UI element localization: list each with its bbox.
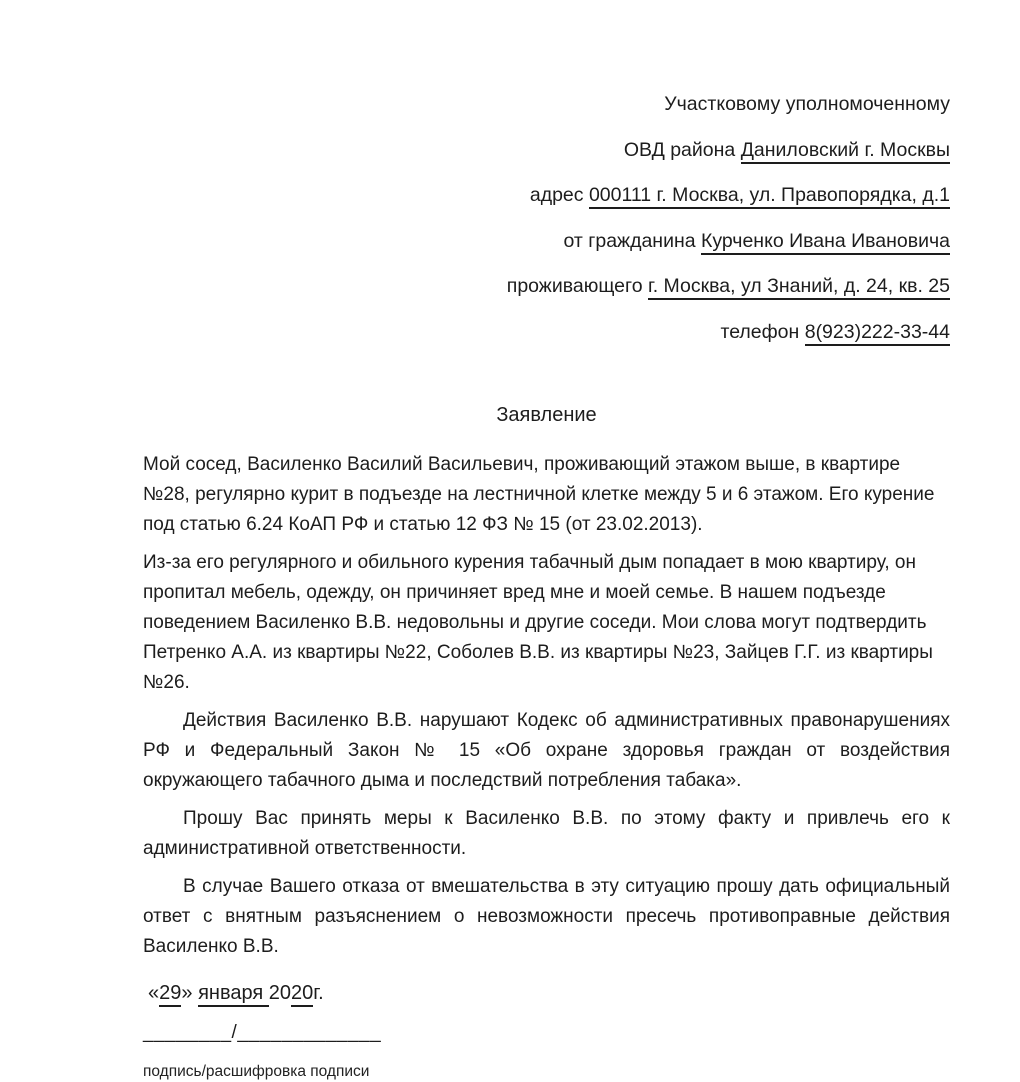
body-paragraph-4: Прошу Вас принять меры к Василенко В.В. по этому факту и привлечь его к административной ответственности. bbox=[143, 808, 950, 859]
recipient-line-department bbox=[143, 128, 950, 174]
document-body bbox=[143, 450, 950, 962]
body-paragraph-1: Мой сосед, Василенко Василий Васильевич, проживающий этажом выше, в квартире №28, регулярно курит в подъезде на лестничной клетке между 5 и 6 этажом. Его курение под статью 6.24 КоАП РФ и статью 12 ФЗ № 15 (от 23.02.2013). bbox=[143, 454, 935, 535]
date-open-quote: « bbox=[148, 982, 160, 1004]
recipient-line-applicant bbox=[143, 219, 950, 265]
signature-caption: подпись/расшифровка подписи bbox=[143, 1063, 370, 1080]
date-day: 29 bbox=[159, 982, 181, 1007]
date-year: 20 bbox=[291, 982, 313, 1007]
recipient-plain-text: проживающего bbox=[506, 275, 648, 297]
body-paragraph-3: Действия Василенко В.В. нарушают Кодекс об административных правонарушениях РФ и Федеральный Закон № 15 «Об охране здоровья граждан от воздействия окружающего табачного дыма и последствий потребления табака». bbox=[143, 710, 950, 791]
recipient-line-residence bbox=[143, 264, 950, 310]
recipient-line-addressee bbox=[143, 82, 950, 128]
body-paragraph-5: В случае Вашего отказа от вмешательства в эту ситуацию прошу дать официальный ответ с внятным разъяснением о невозможности пресечь противоправные действия Василенко В.В. bbox=[143, 876, 950, 957]
recipient-plain-text: Участковому уполномоченному bbox=[664, 93, 950, 115]
document-title: Заявление bbox=[496, 404, 597, 426]
date-close-quote: » bbox=[181, 982, 199, 1004]
recipient-filled-text: 000111 г. Москва, ул. Правопорядка, д.1 bbox=[589, 184, 950, 209]
signature-line: ________/_____________ bbox=[143, 1022, 382, 1043]
recipient-plain-text: ОВД района bbox=[623, 138, 741, 161]
date-suffix: г. bbox=[313, 982, 324, 1004]
recipient-filled-text: Курченко Ивана Ивановича bbox=[701, 230, 950, 255]
recipient-line-address bbox=[143, 173, 950, 219]
recipient-plain-text: адрес bbox=[529, 184, 589, 206]
recipient-filled-text: г. Москва, ул Знаний, д. 24, кв. 25 bbox=[648, 275, 950, 300]
recipient-plain-text: от гражданина bbox=[563, 229, 701, 252]
recipient-filled-text: Даниловский г. Москвы bbox=[741, 139, 950, 164]
recipient-plain-text: телефон bbox=[720, 320, 805, 343]
date-month: января bbox=[198, 982, 269, 1007]
date-century: 20 bbox=[268, 982, 291, 1004]
date-line bbox=[143, 978, 950, 1008]
recipient-line-phone bbox=[143, 310, 950, 356]
recipient-block bbox=[143, 82, 950, 355]
body-paragraph-2: Из-за его регулярного и обильного курения табачный дым попадает в мою квартиру, он пропитал мебель, одежду, он причиняет вред мне и моей семье. В нашем подъезде поведением Василенко В.В. недовольны и другие соседи. Мои слова могут подтвердить Петренко А.А. из квартиры №22, Соболев В.В. из квартиры №23, Зайцев Г.Г. из квартиры №26. bbox=[143, 552, 933, 693]
recipient-filled-text: 8(923)222-33-44 bbox=[805, 321, 950, 346]
